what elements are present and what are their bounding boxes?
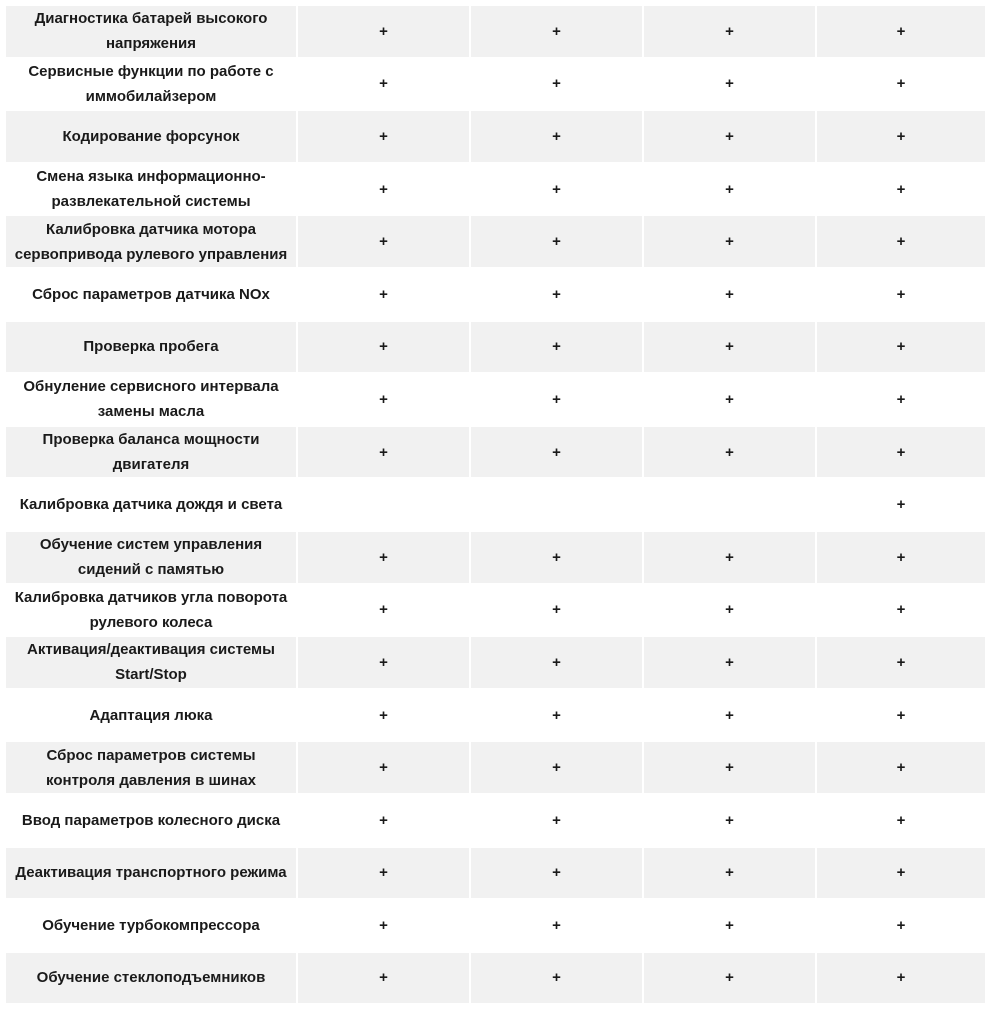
support-cell: [644, 479, 815, 530]
table-row: [6, 742, 985, 793]
support-cell: +: [471, 374, 642, 425]
support-cell: +: [817, 427, 985, 478]
support-cell: +: [298, 216, 469, 267]
table-row: [6, 953, 985, 1004]
support-cell: +: [298, 374, 469, 425]
feature-name: Ввод параметров колесного диска: [6, 795, 296, 846]
support-cell: +: [298, 269, 469, 320]
support-cell: +: [471, 953, 642, 1004]
support-cell: +: [298, 953, 469, 1004]
feature-name: Проверка баланса мощности двигателя: [6, 427, 296, 478]
support-cell: +: [471, 164, 642, 215]
support-cell: +: [644, 269, 815, 320]
support-cell: +: [298, 111, 469, 162]
table-row: [6, 111, 985, 162]
support-cell: +: [644, 532, 815, 583]
support-cell: +: [644, 322, 815, 373]
feature-name: Кодирование форсунок: [6, 111, 296, 162]
support-cell: +: [298, 427, 469, 478]
table-row: [6, 532, 985, 583]
support-cell: +: [817, 164, 985, 215]
feature-name: Деактивация транспортного режима: [6, 848, 296, 899]
support-cell: +: [644, 6, 815, 57]
support-cell: +: [298, 795, 469, 846]
support-cell: +: [471, 690, 642, 741]
feature-name: Калибровка датчиков угла поворота рулевого колеса: [6, 585, 296, 636]
support-cell: +: [817, 795, 985, 846]
support-cell: +: [817, 6, 985, 57]
feature-name: Обучение турбокомпрессора: [6, 900, 296, 951]
feature-name: Сброс параметров датчика NOx: [6, 269, 296, 320]
support-cell: +: [298, 164, 469, 215]
support-cell: +: [644, 848, 815, 899]
support-cell: +: [471, 742, 642, 793]
support-cell: +: [471, 848, 642, 899]
table-row: [6, 637, 985, 688]
support-cell: +: [298, 637, 469, 688]
support-cell: +: [644, 742, 815, 793]
support-cell: +: [817, 953, 985, 1004]
support-cell: +: [817, 59, 985, 110]
feature-name: Адаптация люка: [6, 690, 296, 741]
table-row: [6, 59, 985, 110]
support-cell: +: [298, 322, 469, 373]
support-cell: +: [817, 637, 985, 688]
support-cell: +: [644, 637, 815, 688]
support-cell: +: [644, 59, 815, 110]
table-row: [6, 269, 985, 320]
feature-name: Сброс параметров системы контроля давления в шинах: [6, 742, 296, 793]
support-cell: [298, 479, 469, 530]
support-cell: [471, 479, 642, 530]
feature-name: Обучение стеклоподъемников: [6, 953, 296, 1004]
table-row: [6, 164, 985, 215]
support-cell: +: [644, 111, 815, 162]
table-row: [6, 900, 985, 951]
support-cell: +: [817, 479, 985, 530]
support-cell: +: [644, 164, 815, 215]
support-cell: +: [471, 6, 642, 57]
support-cell: +: [644, 216, 815, 267]
support-cell: +: [817, 111, 985, 162]
support-cell: +: [298, 900, 469, 951]
support-cell: +: [298, 6, 469, 57]
feature-comparison-table: [4, 4, 987, 1005]
table-row: [6, 374, 985, 425]
support-cell: +: [298, 532, 469, 583]
table-row: [6, 322, 985, 373]
support-cell: +: [817, 848, 985, 899]
support-cell: +: [471, 322, 642, 373]
support-cell: +: [644, 374, 815, 425]
support-cell: +: [298, 690, 469, 741]
support-cell: +: [817, 532, 985, 583]
support-cell: +: [644, 953, 815, 1004]
feature-name: Калибровка датчика мотора сервопривода рулевого управления: [6, 216, 296, 267]
support-cell: +: [817, 742, 985, 793]
feature-name: Диагностика батарей высокого напряжения: [6, 6, 296, 57]
support-cell: +: [298, 585, 469, 636]
support-cell: +: [644, 690, 815, 741]
support-cell: +: [644, 900, 815, 951]
support-cell: +: [471, 59, 642, 110]
support-cell: +: [471, 795, 642, 846]
feature-name: Смена языка информационно-развлекательной системы: [6, 164, 296, 215]
feature-name: Обнуление сервисного интервала замены масла: [6, 374, 296, 425]
support-cell: +: [471, 637, 642, 688]
support-cell: +: [298, 848, 469, 899]
support-cell: +: [644, 585, 815, 636]
feature-name: Калибровка датчика дождя и света: [6, 479, 296, 530]
support-cell: +: [817, 690, 985, 741]
feature-name: Обучение систем управления сидений с памятью: [6, 532, 296, 583]
table-row: [6, 427, 985, 478]
support-cell: +: [817, 900, 985, 951]
support-cell: +: [644, 795, 815, 846]
support-cell: +: [471, 216, 642, 267]
table-row: [6, 848, 985, 899]
table-row: [6, 585, 985, 636]
feature-name: Проверка пробега: [6, 322, 296, 373]
support-cell: +: [298, 59, 469, 110]
table-row: [6, 6, 985, 57]
table-row: [6, 216, 985, 267]
support-cell: +: [817, 216, 985, 267]
table-row: [6, 690, 985, 741]
support-cell: +: [817, 269, 985, 320]
support-cell: +: [817, 322, 985, 373]
feature-name: Сервисные функции по работе с иммобилайзером: [6, 59, 296, 110]
support-cell: +: [471, 111, 642, 162]
table-row: [6, 479, 985, 530]
support-cell: +: [298, 742, 469, 793]
table-row: [6, 795, 985, 846]
support-cell: +: [471, 269, 642, 320]
support-cell: +: [817, 585, 985, 636]
support-cell: +: [471, 427, 642, 478]
support-cell: +: [817, 374, 985, 425]
support-cell: +: [471, 532, 642, 583]
support-cell: +: [644, 427, 815, 478]
support-cell: +: [471, 900, 642, 951]
support-cell: +: [471, 585, 642, 636]
feature-name: Активация/деактивация системы Start/Stop: [6, 637, 296, 688]
